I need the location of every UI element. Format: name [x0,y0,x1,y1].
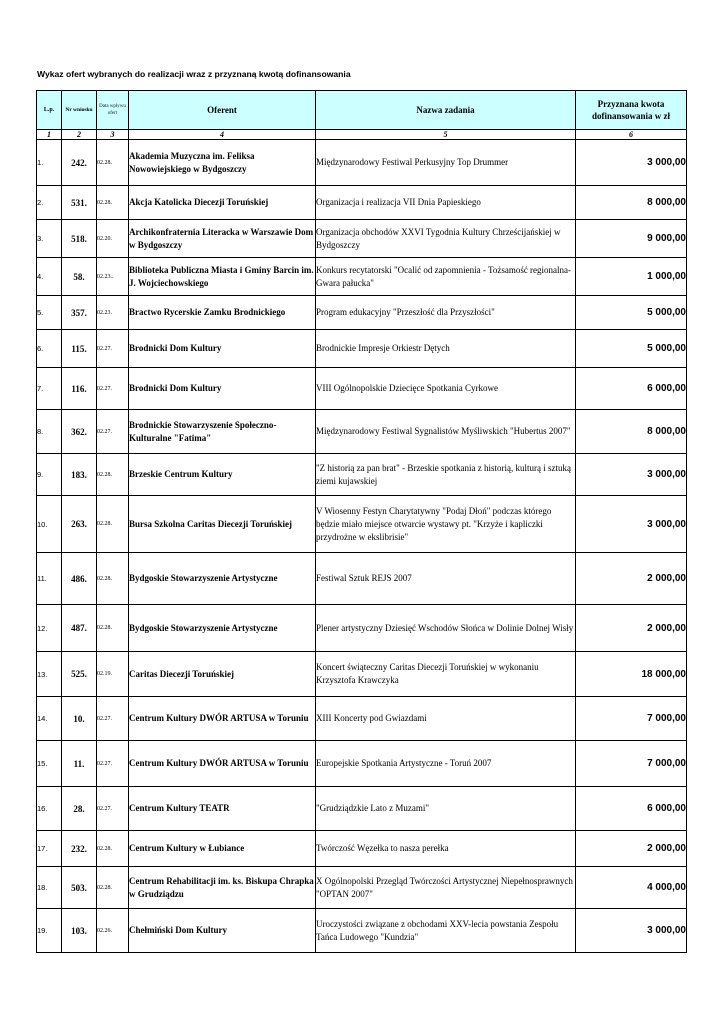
row-amount: 3 000,00 [576,496,687,553]
row-lp: 12. [37,605,62,652]
row-receipt-date: 02.23.. [97,258,129,296]
row-lp: 17. [37,831,62,867]
table-row [37,605,687,652]
row-amount: 5 000,00 [576,330,687,368]
row-task-name: V Wiosenny Festyn Charytatywny "Podaj Dłoń" podczas którego będzie miało miejsce otwarcie wystawy pt. "Krzyże i kapliczki przydrożne w ekslibrisie" [316,496,576,553]
row-task-name: Koncert świąteczny Caritas Diecezji Toruńskiej w wykonaniu Krzysztofa Krawczyka [316,652,576,697]
row-oferent: Centrum Kultury TEATR [129,787,316,831]
column-number: 4 [129,130,316,140]
row-amount: 6 000,00 [576,368,687,410]
row-amount: 2 000,00 [576,831,687,867]
table-row [37,368,687,410]
row-amount: 1 000,00 [576,258,687,296]
row-receipt-date: 02.28. [97,186,129,220]
row-receipt-date: 02.27. [97,410,129,454]
row-lp: 14. [37,697,62,741]
row-application-number: 357. [62,296,97,330]
row-oferent: Brodnicki Dom Kultury [129,330,316,368]
row-receipt-date: 02.28. [97,553,129,605]
row-lp: 5. [37,296,62,330]
row-application-number: 525. [62,652,97,697]
row-amount: 7 000,00 [576,697,687,741]
row-oferent: Bydgoskie Stowarzyszenie Artystyczne [129,605,316,652]
column-number: 1 [37,130,62,140]
row-oferent: Brzeskie Centrum Kultury [129,454,316,496]
row-receipt-date: 02.28. [97,867,129,909]
header-task-name: Nazwa zadania [316,91,576,130]
row-task-name: Międzynarodowy Festiwal Sygnalistów Myśliwskich "Hubertus 2007" [316,410,576,454]
table-row [37,652,687,697]
table-row [37,330,687,368]
header-date: Data wpływu ofert [97,91,129,130]
row-application-number: 103. [62,909,97,953]
row-receipt-date: 02.27. [97,697,129,741]
row-application-number: 531. [62,186,97,220]
row-receipt-date: 02.28. [97,831,129,867]
row-task-name: Europejskie Spotkania Artystyczne - Toruń 2007 [316,741,576,787]
row-amount: 2 000,00 [576,553,687,605]
row-application-number: 183. [62,454,97,496]
row-task-name: Brodnickie Impresje Orkiestr Dętych [316,330,576,368]
row-oferent: Brodnickie Stowarzyszenie Społeczno-Kulturalne "Fatima" [129,410,316,454]
row-task-name: "Grudziądzkie Lato z Muzami" [316,787,576,831]
table-row [37,697,687,741]
row-oferent: Centrum Kultury DWÓR ARTUSA w Toruniu [129,697,316,741]
row-receipt-date: 02.28. [97,496,129,553]
row-lp: 6. [37,330,62,368]
row-amount: 7 000,00 [576,741,687,787]
row-application-number: 58. [62,258,97,296]
row-application-number: 116. [62,368,97,410]
row-application-number: 487. [62,605,97,652]
header-lp: L.p. [37,91,62,130]
row-amount: 6 000,00 [576,787,687,831]
row-lp: 8. [37,410,62,454]
row-oferent: Centrum Kultury w Łubiance [129,831,316,867]
row-amount: 18 000,00 [576,652,687,697]
table-row [37,454,687,496]
row-amount: 8 000,00 [576,186,687,220]
table-row [37,867,687,909]
row-task-name: Organizacja obchodów XXVI Tygodnia Kultury Chrześcijańskiej w Bydgoszczy [316,220,576,258]
row-lp: 13. [37,652,62,697]
column-number-row [37,130,687,140]
row-lp: 7. [37,368,62,410]
row-amount: 3 000,00 [576,909,687,953]
row-amount: 8 000,00 [576,410,687,454]
row-receipt-date: 02.27. [97,787,129,831]
table-row [37,831,687,867]
row-oferent: Archikonfraternia Literacka w Warszawie Dom w Bydgoszczy [129,220,316,258]
row-receipt-date: 02.27. [97,741,129,787]
row-application-number: 28. [62,787,97,831]
row-oferent: Bursa Szkolna Caritas Diecezji Toruńskiej [129,496,316,553]
row-task-name: Uroczystości związane z obchodami XXV-lecia powstania Zespołu Tańca Ludowego "Kundzia" [316,909,576,953]
offers-table [36,90,687,953]
row-application-number: 11. [62,741,97,787]
table-row [37,741,687,787]
row-amount: 3 000,00 [576,454,687,496]
row-task-name: "Z historią za pan brat" - Brzeskie spotkania z historią, kulturą i sztuką ziemi kujawskiej [316,454,576,496]
row-receipt-date: 02.26. [97,909,129,953]
row-application-number: 503. [62,867,97,909]
row-lp: 1. [37,140,62,186]
column-number: 6 [576,130,687,140]
row-task-name: X Ogólnopolski Przegląd Twórczości Artystycznej Niepełnosprawnych "OPTAN 2007" [316,867,576,909]
row-amount: 4 000,00 [576,867,687,909]
row-application-number: 242. [62,140,97,186]
row-lp: 3. [37,220,62,258]
table-row [37,410,687,454]
row-amount: 5 000,00 [576,296,687,330]
column-number: 5 [316,130,576,140]
table-row [37,909,687,953]
row-lp: 19. [37,909,62,953]
offers-table-body [37,140,687,953]
table-row [37,258,687,296]
row-lp: 16. [37,787,62,831]
row-task-name: Międzynarodowy Festiwal Perkusyjny Top Drummer [316,140,576,186]
row-task-name: Festiwal Sztuk REJS 2007 [316,553,576,605]
row-task-name: Konkurs recytatorski "Ocalić od zapomnienia - Tożsamość regionalna- Gwara pałucka" [316,258,576,296]
row-receipt-date: 02.28. [97,454,129,496]
row-receipt-date: 02.27. [97,330,129,368]
row-lp: 2. [37,186,62,220]
row-oferent: Akademia Muzyczna im. Feliksa Nowowiejskiego w Bydgoszczy [129,140,316,186]
header-row [37,91,687,130]
column-number: 2 [62,130,97,140]
row-amount: 2 000,00 [576,605,687,652]
row-task-name: Program edukacyjny "Przeszłość dla Przyszłości" [316,296,576,330]
row-amount: 3 000,00 [576,140,687,186]
row-lp: 15. [37,741,62,787]
row-receipt-date: 02.27. [97,368,129,410]
row-task-name: XIII Koncerty pod Gwiazdami [316,697,576,741]
row-application-number: 518. [62,220,97,258]
row-lp: 18. [37,867,62,909]
row-application-number: 486. [62,553,97,605]
row-application-number: 263. [62,496,97,553]
row-receipt-date: 02.23. [97,296,129,330]
table-row [37,296,687,330]
row-receipt-date: 02.20. [97,220,129,258]
page-title: Wykaz ofert wybranych do realizacji wraz z przyznaną kwotą dofinansowania [37,69,351,79]
row-receipt-date: 02.28. [97,605,129,652]
column-number: 3 [97,130,129,140]
row-lp: 10. [37,496,62,553]
row-task-name: Twórczość Węzełka to nasza perełka [316,831,576,867]
table-row [37,140,687,186]
row-oferent: Bractwo Rycerskie Zamku Brodnickiego [129,296,316,330]
row-task-name: Organizacja i realizacja VII Dnia Papieskiego [316,186,576,220]
row-lp: 9. [37,454,62,496]
header-oferent: Oferent [129,91,316,130]
row-oferent: Bydgoskie Stowarzyszenie Artystyczne [129,553,316,605]
row-receipt-date: 02.28. [97,140,129,186]
table-row [37,220,687,258]
row-application-number: 115. [62,330,97,368]
row-amount: 9 000,00 [576,220,687,258]
header-nr: Nr wniosku [62,91,97,130]
row-oferent: Biblioteka Publiczna Miasta i Gminy Barcin im. J. Wojciechowskiego [129,258,316,296]
row-oferent: Centrum Kultury DWÓR ARTUSA w Toruniu [129,741,316,787]
row-application-number: 362. [62,410,97,454]
row-oferent: Brodnicki Dom Kultury [129,368,316,410]
table-row [37,496,687,553]
row-application-number: 10. [62,697,97,741]
row-receipt-date: 02.19. [97,652,129,697]
table-row [37,787,687,831]
row-oferent: Chełmiński Dom Kultury [129,909,316,953]
table-row [37,553,687,605]
row-task-name: Plener artystyczny Dziesięć Wschodów Słońca w Dolinie Dolnej Wisły [316,605,576,652]
row-oferent: Akcja Katolicka Diecezji Toruńskiej [129,186,316,220]
row-oferent: Caritas Diecezji Toruńskiej [129,652,316,697]
row-lp: 11. [37,553,62,605]
table-row [37,186,687,220]
header-amount: Przyznana kwota dofinansowania w zł [576,91,687,130]
row-application-number: 232. [62,831,97,867]
row-oferent: Centrum Rehabilitacji im. ks. Biskupa Chrapka w Grudziądzu [129,867,316,909]
row-lp: 4. [37,258,62,296]
row-task-name: VIII Ogólnopolskie Dziecięce Spotkania Cyrkowe [316,368,576,410]
